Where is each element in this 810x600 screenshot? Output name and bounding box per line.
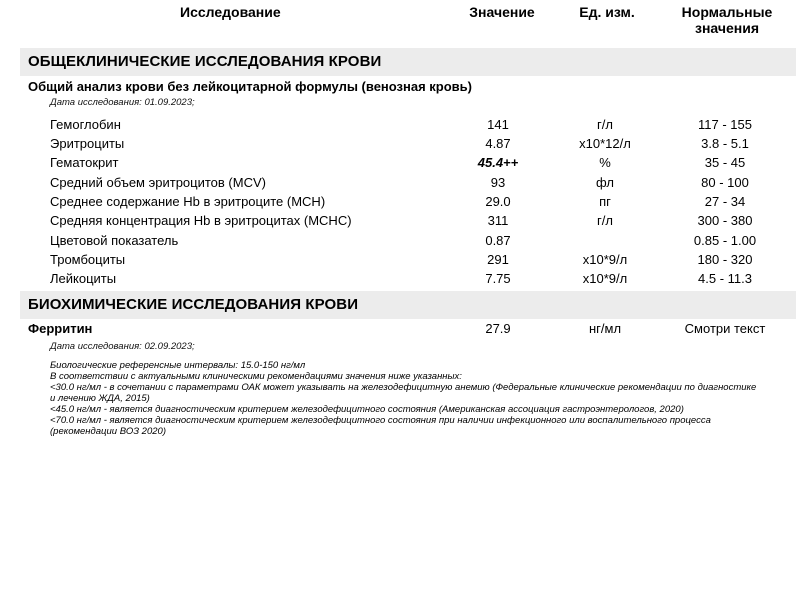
result-norm: 0.85 - 1.00	[693, 233, 757, 248]
result-name: Средняя концентрация Hb в эритроцитах (MCHC)	[50, 213, 352, 228]
ferritin-name: Ферритин	[28, 321, 93, 336]
result-unit: пг	[599, 194, 611, 209]
note-line: и лечению ЖДА, 2015)	[50, 393, 150, 404]
result-value: 29.0	[485, 194, 511, 209]
result-norm: 117 - 155	[698, 117, 752, 132]
result-value: 141	[487, 117, 509, 132]
note-line: <30.0 нг/мл - в сочетании с параметрами ОАК может указывать на железодефицитную анемию (Федеральные клинические рекомендации по диагностике	[50, 382, 757, 393]
result-norm: 3.8 - 5.1	[701, 136, 749, 151]
note-line: (рекомендации ВОЗ 2020)	[50, 426, 166, 437]
result-norm: 300 - 380	[697, 213, 753, 228]
section-clinical-title: ОБЩЕКЛИНИЧЕСКИЕ ИССЛЕДОВАНИЯ КРОВИ	[28, 53, 382, 70]
column-header-unit: Ед. изм.	[579, 4, 635, 20]
cbc-study-date: Дата исследования: 01.09.2023;	[50, 97, 195, 108]
result-value: 4.87	[485, 136, 511, 151]
result-value: 7.75	[485, 271, 511, 286]
result-value: 291	[487, 252, 509, 267]
result-unit: x10*9/л	[582, 271, 628, 286]
result-name: Гемоглобин	[50, 117, 121, 132]
result-value: 311	[487, 213, 509, 228]
result-unit: г/л	[597, 117, 613, 132]
column-header-value: Значение	[469, 4, 535, 20]
column-header-norm-line2: значения	[695, 20, 759, 36]
biochem-study-date: Дата исследования: 02.09.2023;	[50, 341, 195, 352]
section-biochem-title: БИОХИМИЧЕСКИЕ ИССЛЕДОВАНИЯ КРОВИ	[28, 296, 359, 313]
result-norm: 180 - 320	[697, 252, 753, 267]
result-norm: 27 - 34	[704, 194, 746, 209]
column-header-norm-line1: Нормальные	[681, 4, 773, 20]
result-name: Эритроциты	[50, 136, 125, 151]
result-value: 0.87	[485, 233, 511, 248]
note-line: <45.0 нг/мл - является диагностическим критерием железодефицитного состояния (Американская ассоциация гастроэнтерологов, 2020)	[50, 404, 684, 415]
result-name: Тромбоциты	[50, 252, 126, 267]
result-value: 93	[490, 175, 506, 190]
result-unit: фл	[596, 175, 614, 190]
result-name: Средний объем эритроцитов (MCV)	[50, 175, 266, 190]
result-norm: 4.5 - 11.3	[698, 271, 752, 286]
result-norm: 35 - 45	[704, 155, 746, 170]
column-header-norm	[667, 4, 787, 36]
result-name: Лейкоциты	[50, 271, 117, 286]
section-biochem-header	[20, 291, 796, 319]
note-line: В соответствии с актуальными клиническими рекомендациями значения ниже указанных:	[50, 371, 462, 382]
ferritin-norm: Смотри текст	[684, 321, 766, 336]
column-header-study: Исследование	[180, 4, 281, 20]
result-norm: 80 - 100	[701, 175, 749, 190]
note-line: Биологические референсные интервалы: 15.0-150 нг/мл	[50, 360, 306, 371]
result-name: Цветовой показатель	[50, 233, 179, 248]
result-name: Среднее содержание Hb в эритроците (MCH)	[50, 194, 326, 209]
result-unit: x10*9/л	[582, 252, 628, 267]
section-clinical-header	[20, 48, 796, 76]
ferritin-notes	[50, 360, 756, 437]
result-unit: x10*12/л	[579, 136, 631, 151]
result-unit: %	[599, 155, 611, 170]
ferritin-value: 27.9	[485, 321, 511, 336]
cbc-panel-title: Общий анализ крови без лейкоцитарной формулы (венозная кровь)	[28, 79, 472, 94]
note-line: <70.0 нг/мл - является диагностическим критерием железодефицитного состояния при наличии инфекционного или воспалительного процесса	[50, 415, 711, 426]
result-value-flagged: 45.4++	[477, 155, 519, 170]
ferritin-unit: нг/мл	[588, 321, 622, 336]
result-name: Гематокрит	[50, 155, 119, 170]
result-unit: г/л	[597, 213, 613, 228]
